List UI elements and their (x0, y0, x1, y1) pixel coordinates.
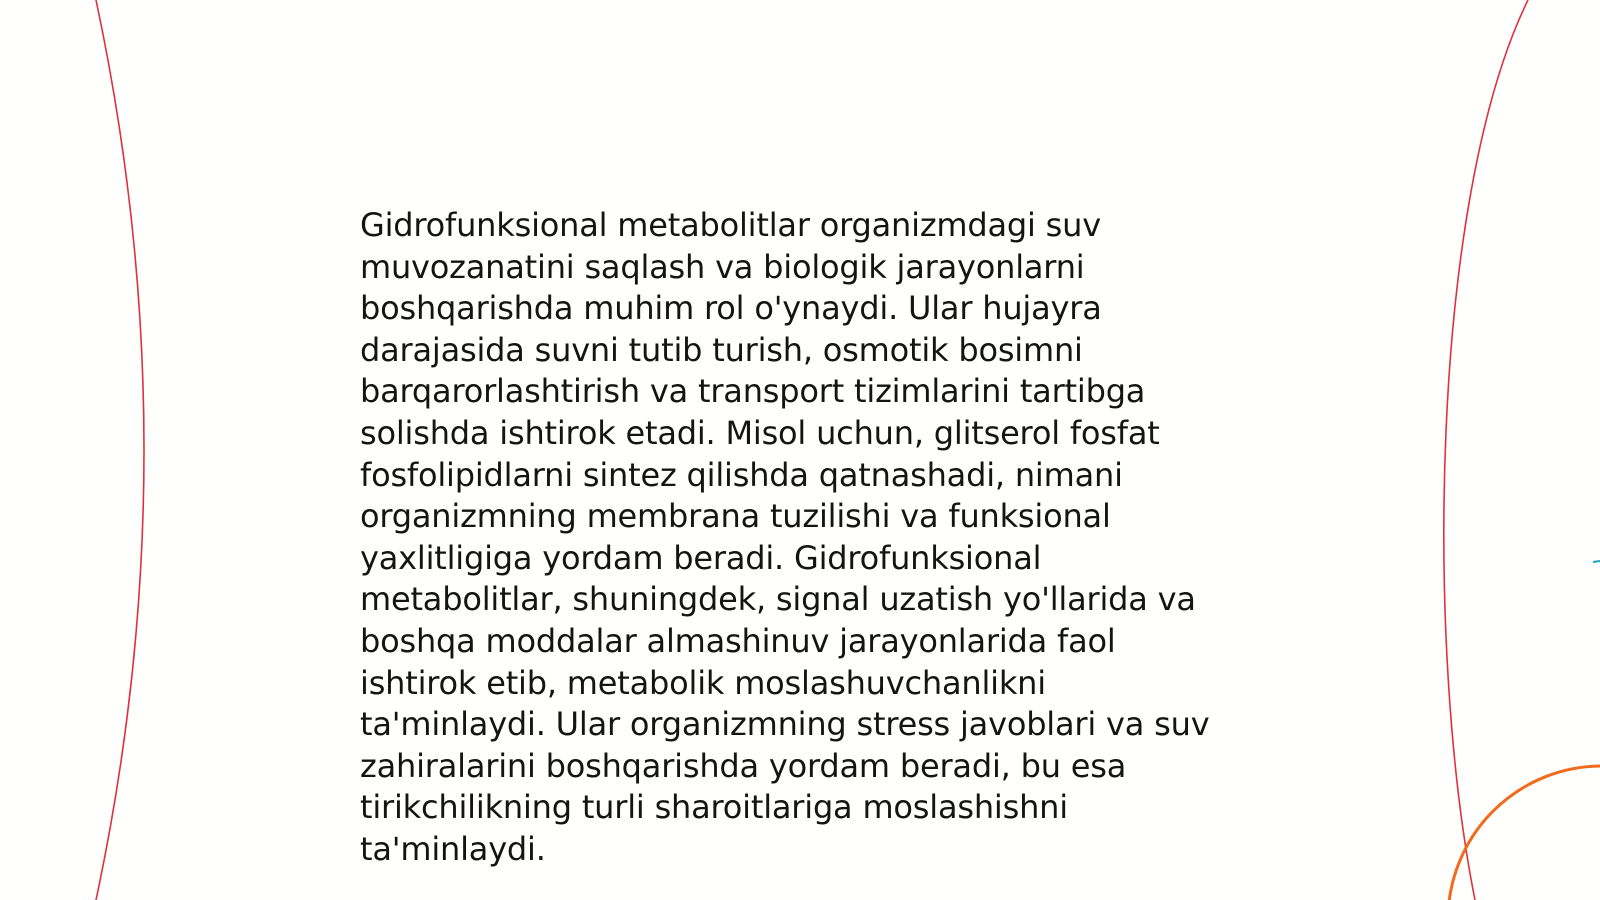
body-line: organizmning membrana tuzilishi va funksional (360, 497, 1111, 536)
left-arc (96, 0, 144, 900)
body-line: boshqa moddalar almashinuv jarayonlarida faol (360, 621, 1116, 660)
body-line: ta'minlaydi. Ular organizmning stress javoblari va suv (360, 705, 1210, 744)
body-line: fosfolipidlarni sintez qilishda qatnashadi, nimani (360, 455, 1123, 494)
body-line: zahiralarini boshqarishda yordam beradi, bu esa (360, 746, 1127, 785)
body-line: darajasida suvni tutib turish, osmotik bosimni (360, 330, 1083, 369)
body-line: barqarorlashtirish va transport tizimlarini tartibga (360, 372, 1146, 411)
body-line: Gidrofunksional metabolitlar organizmdagi suv (360, 206, 1101, 244)
body-line: ta'minlaydi. (360, 829, 546, 868)
body-paragraph (360, 205, 1240, 871)
body-line: yaxlitligiga yordam beradi. Gidrofunksional (360, 538, 1042, 577)
teal-accent (1593, 561, 1600, 562)
body-line: muvozanatini saqlash va biologik jarayonlarni (360, 247, 1085, 286)
body-line: tirikchilikning turli sharoitlariga moslashishni (360, 788, 1068, 827)
body-line: solishda ishtirok etadi. Misol uchun, glitserol fosfat (360, 413, 1160, 452)
right-arc (1444, 0, 1528, 900)
body-line: ishtirok etib, metabolik moslashuvchanlikni (360, 663, 1046, 702)
body-line: metabolitlar, shuningdek, signal uzatish yo'llarida va (360, 580, 1196, 619)
body-line: boshqarishda muhim rol o'ynaydi. Ular hujayra (360, 289, 1102, 328)
